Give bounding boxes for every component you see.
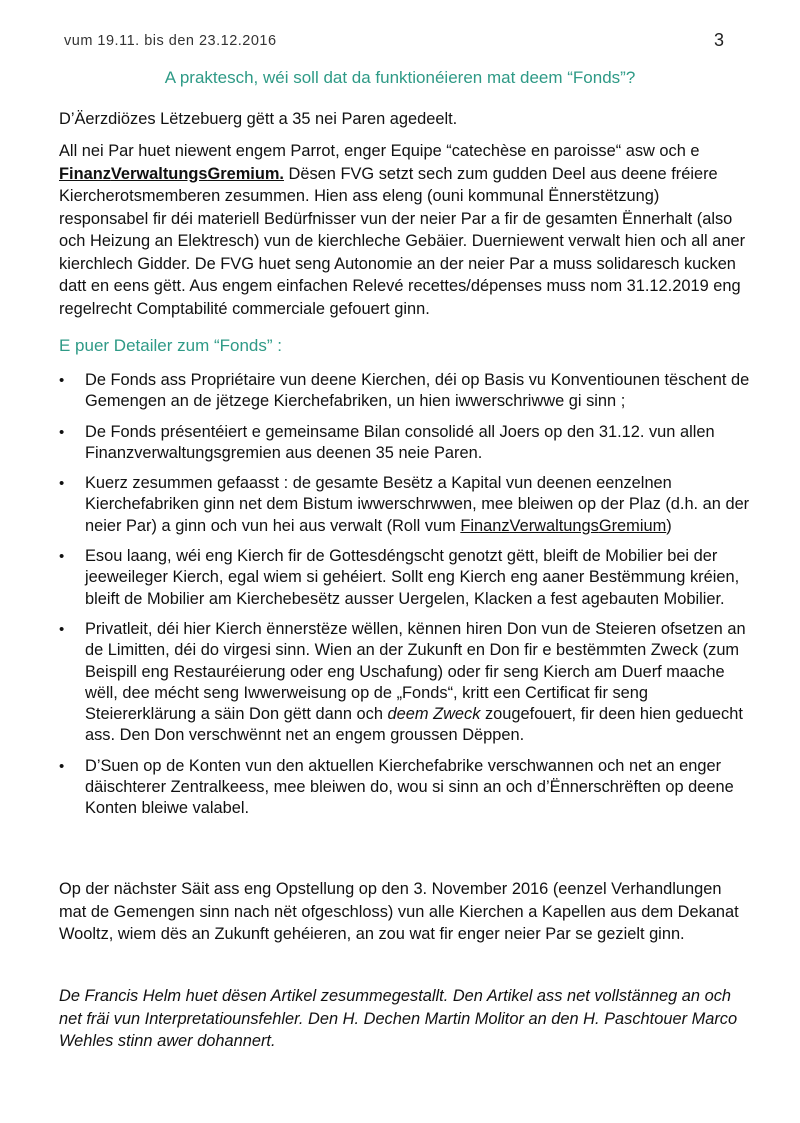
page-title: A praktesch, wéi soll dat da funktionéieren mat deem “Fonds”? <box>164 68 636 87</box>
intro-first-line: D’Äerzdiözes Lëtzebuerg gëtt a 35 nei Paren agedeelt. <box>59 110 458 128</box>
list-item-text-end: ) <box>666 516 672 535</box>
fvg-finanz: Finanz <box>460 516 510 535</box>
details-list <box>59 370 759 829</box>
header-date-range: vum 19.11. bis den 23.12.2016 <box>64 33 277 49</box>
fvg-gremium: Gremium <box>598 516 667 535</box>
list-item <box>59 619 759 747</box>
list-item-text: D’Suen op de Konten vun den aktuellen Kierchefabrike verschwannen och net an enger däischterer Zentralkeess, mee bleiwen do, wou si sinn an och d’Ënnerschrëften op deene Konten bleiwe valabel. <box>85 756 734 818</box>
intro-text-rest: Dësen FVG setzt sech zum gudden Deel aus deene fréiere Kiercherotsmemberen zesummen. Hien ass eleng (ouni kommunal Ënnerstëtzung) responsabel fir déi materiell Bedürfnisser vun der neier Par a fir de gesamten Ënnerhalt (also och Heizung an Elektresch) vun de kierchleche Gebäier. Duerniewent verwalt hien och all aner kierchlech Gidder. De FVG huet seng Autonomie an der neier Par a muss solidaresch kucken datt en eens gëtt. Aus engem einfachen Relevé recettes/dépenses muss nom 31.12.2019 eng regelrecht Comptabilité commerciale gefouert ginn. <box>59 164 746 318</box>
fvg-term <box>59 165 284 183</box>
list-item <box>59 422 759 465</box>
page-number: 3 <box>714 30 725 50</box>
section-heading: E puer Detailer zum “Fonds” : <box>59 336 282 355</box>
list-item-text: Esou laang, wéi eng Kierch fir de Gottesdéngscht genotzt gëtt, bleift de Mobilier bei der jeeweileger Kierch, egal wiem si gehéiert. Sollt eng Kierch eng aaner Bestëmmung kréien, bleift de Mobilier am Kierchebesëtz ausser Uergelen, Klacken a fest agebauten Mobilier. <box>85 547 740 608</box>
list-item-text: De Fonds ass Propriétaire vun deene Kierchen, déi op Basis vu Konventiounen tëschent de Gemengen an de jëtzege Kierchefabriken, un hien iwwerschriwwe gi sinn ; <box>85 371 750 411</box>
intro-paragraph <box>59 140 749 320</box>
list-item <box>59 546 759 610</box>
fvg-finanz: Finanz <box>59 164 111 183</box>
fvg-gremium: Gremium. <box>207 164 284 183</box>
fvg-verwaltungs: Verwaltungs <box>509 516 599 535</box>
closing-paragraph: Op der nächster Säit ass eng Opstellung op den 3. November 2016 (eenzel Verhandlungen mat de Gemengen sinn nach nët ofgeschloss) vun alle Kierchen a Kapellen aus dem Dekanat Wooltz, wiem dës an Zukunft gehéieren, an zou wat fir enger neier Par se gezielt ginn. <box>59 880 739 943</box>
list-item-text: De Fonds présentéiert e gemeinsame Bilan consolidé all Joers op den 31.12. vun allen Finanzverwaltungsgremien aus deenen 35 neie Paren. <box>85 422 715 462</box>
intro-text-start: All nei Par huet niewent engem Parrot, enger Equipe “catechèse en paroisse“ asw och e <box>59 142 700 160</box>
list-item <box>59 756 759 820</box>
emphasis-text: deem Zweck <box>387 705 481 724</box>
bullet-icon: • <box>59 757 65 775</box>
list-item-text-start: Kuerz zesummen gefaasst : de gesamte Besëtz a Kapital vun deenen eenzelnen Kierchefabriken ginn net dem Bistum iwwerschrwwen, mee bleiwen op der Plaz (d.h. an der neier Par) a ginn och vun hei aus verwalt (Roll vum <box>85 474 750 535</box>
list-item <box>59 370 759 413</box>
bullet-icon: • <box>59 423 65 441</box>
bullet-icon: • <box>59 548 65 566</box>
fvg-verwaltungs: Verwaltungs <box>110 164 208 183</box>
bullet-icon: • <box>59 620 65 638</box>
list-item-text-end: zougefouert, fir deen hien geduecht ass. Den Don verschwënnt net an engem groussen Dëppen. <box>85 705 743 745</box>
list-item-text-start: Privatleit, déi hier Kierch ënnerstëze wëllen, kënnen hiren Don vun de Steieren ofsetzen an de Limitten, déi do virgesi sinn. Wien an der Zukunft en Don fir e bestëmmten Zweck (zum Beispill eng Restauréierung oder eng Uschafung) oder fir seng Kierch am Duerf maache wëll, dee mécht seng Iwwerweisung op de „Fonds“, kritt een Certificat fir seng Steiererklärung a säin Don gëtt dann och <box>85 619 746 724</box>
list-item <box>59 473 759 537</box>
credits-note: De Francis Helm huet dësen Artikel zesummegestallt. Den Artikel ass net vollstänneg an och net fräi vun Interpretatiounsfehler. Den H. Dechen Martin Molitor an den H. Paschtouer Marco Wehles stinn awer dohannert. <box>59 987 738 1050</box>
bullet-icon: • <box>59 372 65 389</box>
bullet-icon: • <box>59 475 65 493</box>
